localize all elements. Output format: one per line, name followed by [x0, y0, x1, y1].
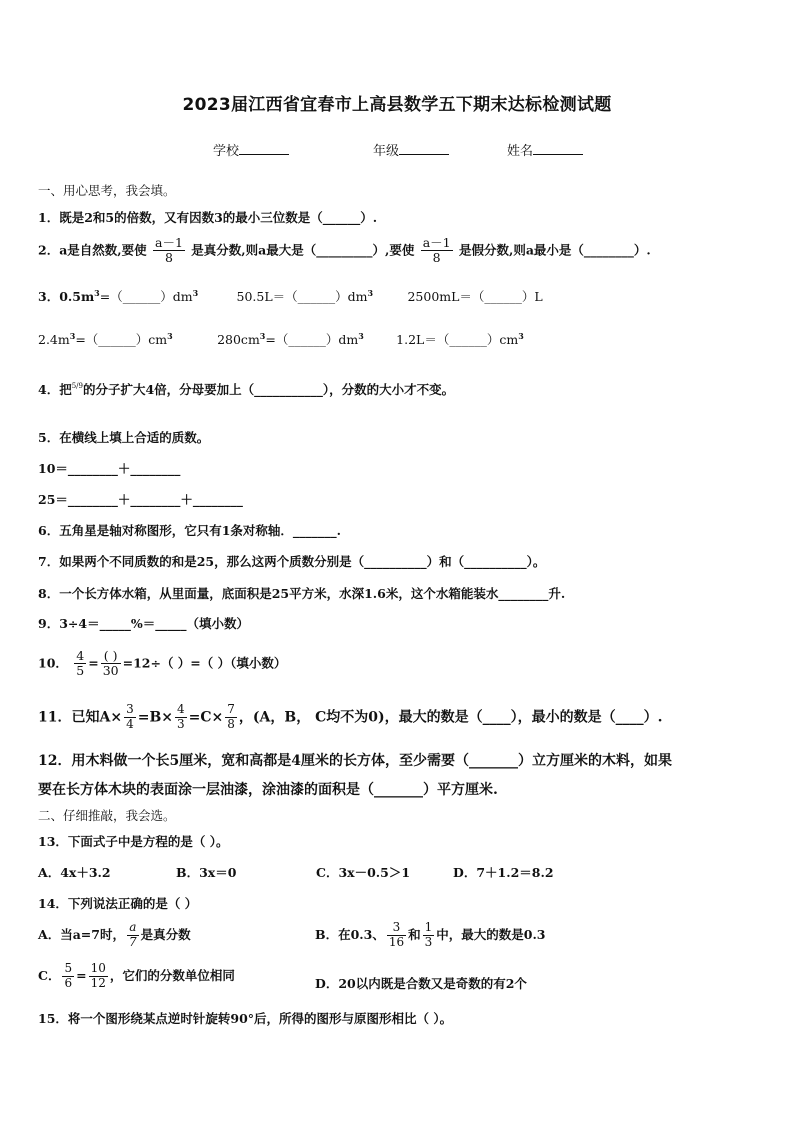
- q14-option-d[interactable]: D．20以内既是合数又是奇数的有2个: [315, 976, 527, 991]
- q13-option-a[interactable]: A．4x＋3.2: [38, 865, 111, 880]
- section-1-heading: 一、用心思考，我会填。: [38, 183, 176, 198]
- question-5-stem: 5．在横线上填上合适的质数。: [38, 430, 210, 445]
- q2-text-a: 2．a是自然数,要使: [38, 242, 147, 258]
- q10-fraction-1: $\frac{4}{5}$: [76, 648, 85, 679]
- q14-option-c[interactable]: C． $\frac{5}{6}$ = $\frac{10}{12}$ ，它们的分数单位相同: [38, 961, 235, 990]
- question-12-line-1: 12．用木料做一个长5厘米，宽和高都是4厘米的长方体，至少需要（_______）立方厘米的木料，如果: [38, 753, 672, 769]
- question-3-row-1: 3．$0.5m^3=(\_\_\_\_\_\_)dm^3$ $50.5L=(\_\_\_\_\_\_)dm^3$ 2500mL＝（______）L: [38, 287, 543, 304]
- q2-text-b: 是真分数,则a最大是（_________）,要使: [191, 242, 415, 258]
- grade-label: 年级: [373, 144, 400, 159]
- question-10: 10． $\frac{4}{5}$ = $\frac{( )}{30}$ =12÷（ ）=（ ）（填小数）: [38, 648, 287, 679]
- q4-small-fraction: 5/9: [71, 382, 83, 390]
- question-8: 8．一个长方体水箱，从里面量，底面积是25平方米，水深1.6米，这个水箱能装水________升.: [38, 586, 566, 601]
- q10-fraction-2: $\frac{( )}{30}$: [102, 648, 119, 679]
- q11-fraction-3: $\frac{7}{8}$: [227, 702, 235, 731]
- question-5-line-1: 10＝________＋________: [38, 461, 181, 476]
- name-field[interactable]: [507, 140, 583, 159]
- section-2-heading: 二、仔细推敲，我会选。: [38, 808, 176, 823]
- q11-fraction-1: $\frac{3}{4}$: [126, 702, 134, 731]
- q14-option-a[interactable]: A．当a=7时， $\frac{a}{7}$ 是真分数: [38, 920, 191, 949]
- q11-fraction-2: $\frac{4}{3}$: [177, 702, 185, 731]
- question-12-line-2: 要在长方体木块的表面涂一层油漆，涂油漆的面积是（_______）平方厘米.: [38, 782, 498, 798]
- question-13-stem: 13．下面式子中是方程的是（ ）。: [38, 834, 229, 849]
- question-3-row-2: $2.4m^3=(\_\_\_\_\_\_)cm^3$ $280cm^3=(\_\_\_\_\_\_)dm^3$ $1.2L=(\_\_\_\_\_\_)cm^3$: [38, 330, 524, 347]
- question-14-stem: 14．下列说法正确的是（ ）: [38, 896, 198, 911]
- page-title: 2023届江西省宜春市上高县数学五下期末达标检测试题: [182, 95, 612, 115]
- q13-option-d[interactable]: D．7＋1.2＝8.2: [453, 865, 554, 880]
- q14-option-b[interactable]: B．在0.3、 $\frac{3}{16}$ 和 $\frac{1}{3}$ 中，最大的数是0.3: [315, 920, 546, 949]
- q2-fraction-1: $\frac{a-1}{8}$: [155, 235, 183, 266]
- q13-option-c[interactable]: C．3x－0.5＞1: [316, 865, 411, 880]
- question-4: 4．把$^{5/9}$的分子扩大4倍，分母要加上（___________），分数的大小才不变。: [38, 382, 455, 397]
- question-11: 11．已知A× $\frac{3}{4}$ =B× $\frac{4}{3}$ =C× $\frac{7}{8}$ ，(A，B， C均不为0)，最大的数是（____），最小的数是（____）.: [38, 702, 663, 731]
- q2-text-c: 是假分数,则a最小是（________）.: [458, 242, 651, 258]
- question-7: 7．如果两个不同质数的和是25，那么这两个质数分别是（__________）和（__________）。: [38, 554, 546, 569]
- school-label: 学校: [213, 144, 240, 159]
- name-label: 姓名: [507, 144, 534, 159]
- question-5-line-2: 25＝________＋________＋________: [38, 492, 243, 507]
- q13-option-b[interactable]: B．3x＝0: [176, 865, 237, 880]
- question-9: 9．3÷4＝_____%＝_____（填小数）: [38, 616, 249, 631]
- question-6: 6．五角星是轴对称图形，它只有1条对称轴．_______.: [38, 523, 341, 538]
- question-2: [38, 236, 651, 266]
- grade-field[interactable]: [373, 140, 449, 159]
- school-field[interactable]: [213, 140, 289, 159]
- q2-fraction-2: $\frac{a-1}{8}$: [422, 235, 451, 266]
- question-15: 15．将一个图形绕某点逆时针旋转90°后，所得的图形与原图形相比（ ）。: [38, 1011, 453, 1026]
- question-1: 1．既是2和5的倍数，又有因数3的最小三位数是（______）.: [38, 210, 378, 225]
